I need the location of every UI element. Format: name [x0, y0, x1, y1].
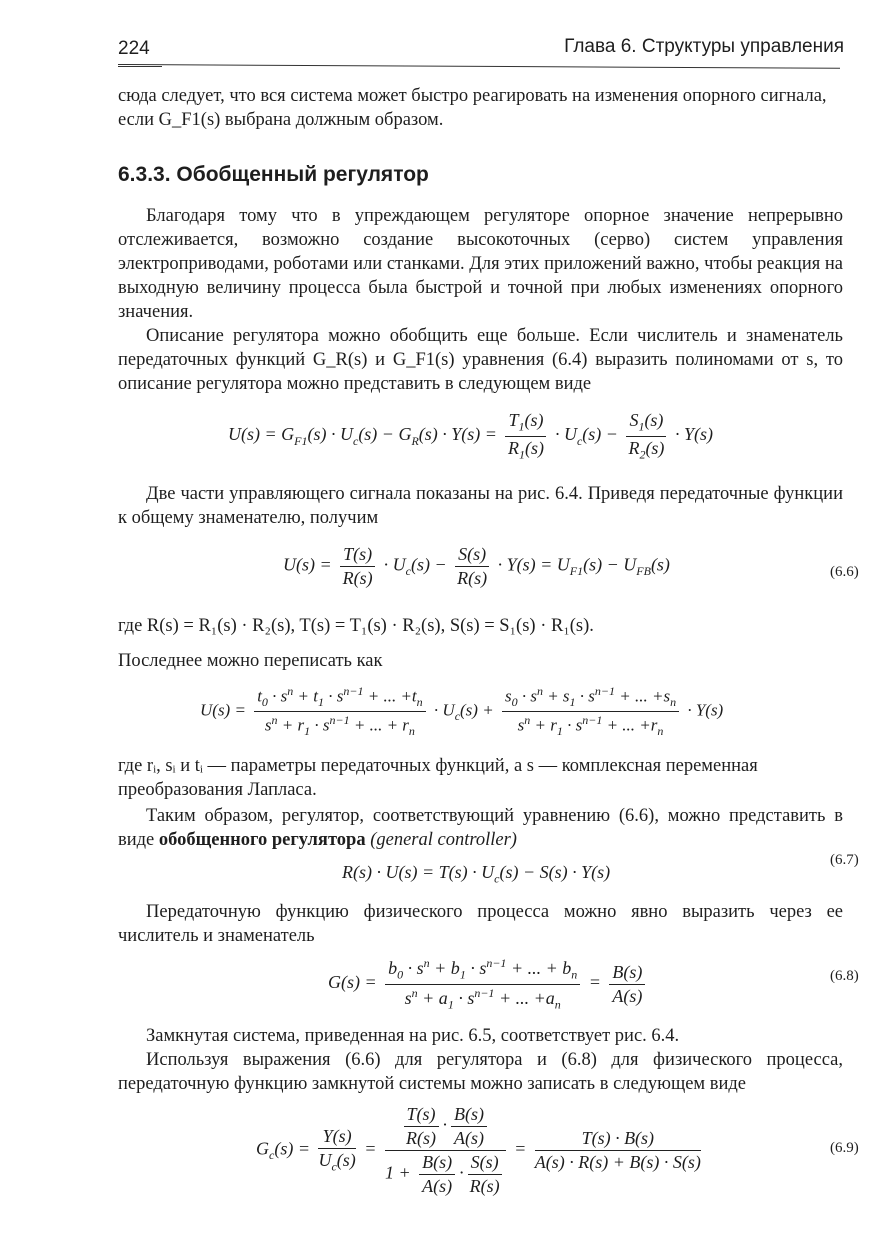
- paragraph-3: Две части управляющего сигнала показаны на рис. 6.4. Приведя передаточные функции к общему знаменателю, получим: [118, 484, 843, 528]
- term-general-controller: (general controller): [365, 830, 517, 850]
- section-heading: [118, 163, 429, 187]
- equation-6-9: $G_c(s)$ = $\frac{Y(s)}{U_c(s)}$ = $\frac{T(s)}{R(s)}$ · $\frac{B(s)}{A(s)}$ 1 + $\frac{B(s)}{A(s)}$ · $\frac{S(s)}{R(s)}$ = $\frac{T(s) \cdot B(s)}{A(s) \cdot R(s) + B(s) \cdot S(s)}$: [256, 1104, 701, 1196]
- section-title: Обобщенный регулятор: [176, 163, 429, 186]
- equation-number-6-9: (6.9): [830, 1140, 859, 1156]
- equation-number-6-6: (6.6): [830, 564, 859, 580]
- paragraph-7: [118, 804, 843, 852]
- equation-6-7: $R(s) \cdot U(s) = T(s) \cdot U_c(s) - S(s) \cdot Y(s)$: [342, 862, 611, 886]
- equation-controller: $U(s) = G_{F1}(s) \cdot U_c(s) - G_R(s) \cdot Y(s)$ = $\frac{T_1(s)}{R_1(s)}$ · $U_c(s)$ − $\frac{S_1(s)}{R_2(s)}$ · Y(s): [228, 410, 713, 462]
- page-number: 224: [118, 38, 150, 59]
- paragraph-5: Последнее можно переписать как: [118, 651, 383, 671]
- equation-number-6-8: (6.8): [830, 968, 859, 984]
- section-number: 6.3.3.: [118, 163, 171, 186]
- paragraph-7-text: Таким образом, регулятор, соответствующий уравнению (6.6), можно представить в виде: [118, 806, 843, 850]
- paragraph-1: Благодаря тому что в упреждающем регуляторе опорное значение непрерывно отслеживается, возможно создание высокоточных (серво) систем управления электроприводами, роботами или станками. Для этих приложений важно, чтобы реакция на выходную величину процесса была быстрой и точной при любых изменениях опорного значения.: [118, 206, 843, 322]
- paragraph-8: Передаточную функцию физического процесса можно явно выразить через ее числитель и знаменатель: [118, 902, 843, 946]
- equation-number-6-7: (6.7): [830, 852, 859, 868]
- running-header: Глава 6. Структуры управления: [564, 36, 844, 57]
- term-general-regulator: обобщенного регулятора: [158, 830, 366, 850]
- paragraph-2: Описание регулятора можно обобщить еще больше. Если числитель и знаменатель передаточных функций G_R(s) и G_F1(s) уравнения (6.4) выразить полиномами от s, то описание регулятора можно представить в следующем виде: [118, 326, 843, 394]
- header-rule-short: [118, 66, 162, 67]
- paragraph-10: Используя выражения (6.6) для регулятора и (6.8) для физического процесса, передаточную функцию замкнутой системы можно записать в следующем виде: [118, 1050, 843, 1094]
- equation-polynomial-form: U(s) = $\frac{t_0 \cdot s^n + t_1 \cdot s^{n-1} + ... +t_n}{s^n + r_1 \cdot s^{n-1} + ... + r_n}$ · $U_c(s)$ + $\frac{s_0 \cdot s^n + s_1 \cdot s^{n-1} + ... +s_n}{s^n + r_1 \cdot s^{n-1} + ... +r_n}$ · Y(s): [200, 684, 724, 739]
- header-rule: [118, 64, 840, 69]
- paragraph-4: где R(s) = R₁(s) · R₂(s), T(s) = T₁(s) · R₂(s), S(s) = S₁(s) · R₁(s).: [118, 616, 594, 636]
- paragraph-6: где rᵢ, sᵢ и tᵢ — параметры передаточных функций, а s — комплексная переменная преобразования Лапласа.: [118, 756, 758, 800]
- paragraph-9: Замкнутая система, приведенная на рис. 6.5, соответствует рис. 6.4.: [146, 1026, 680, 1046]
- intro-text: сюда следует, что вся система может быстро реагировать на изменения опорного сигнала, если G_F1(s) выбрана должным образом.: [118, 86, 827, 130]
- equation-6-6: U(s) = $\frac{T(s)}{R(s)}$ · $U_c(s)$ − $\frac{S(s)}{R(s)}$ · $Y(s) = U_{F1}(s) - U_{FB}(s)$: [283, 544, 670, 588]
- equation-6-8: G(s) = $\frac{b_0 \cdot s^n + b_1 \cdot s^{n-1} + ... + b_n}{s^n + a_1 \cdot s^{n-1} + ... +a_n}$ = $\frac{B(s)}{A(s)}$: [328, 956, 649, 1012]
